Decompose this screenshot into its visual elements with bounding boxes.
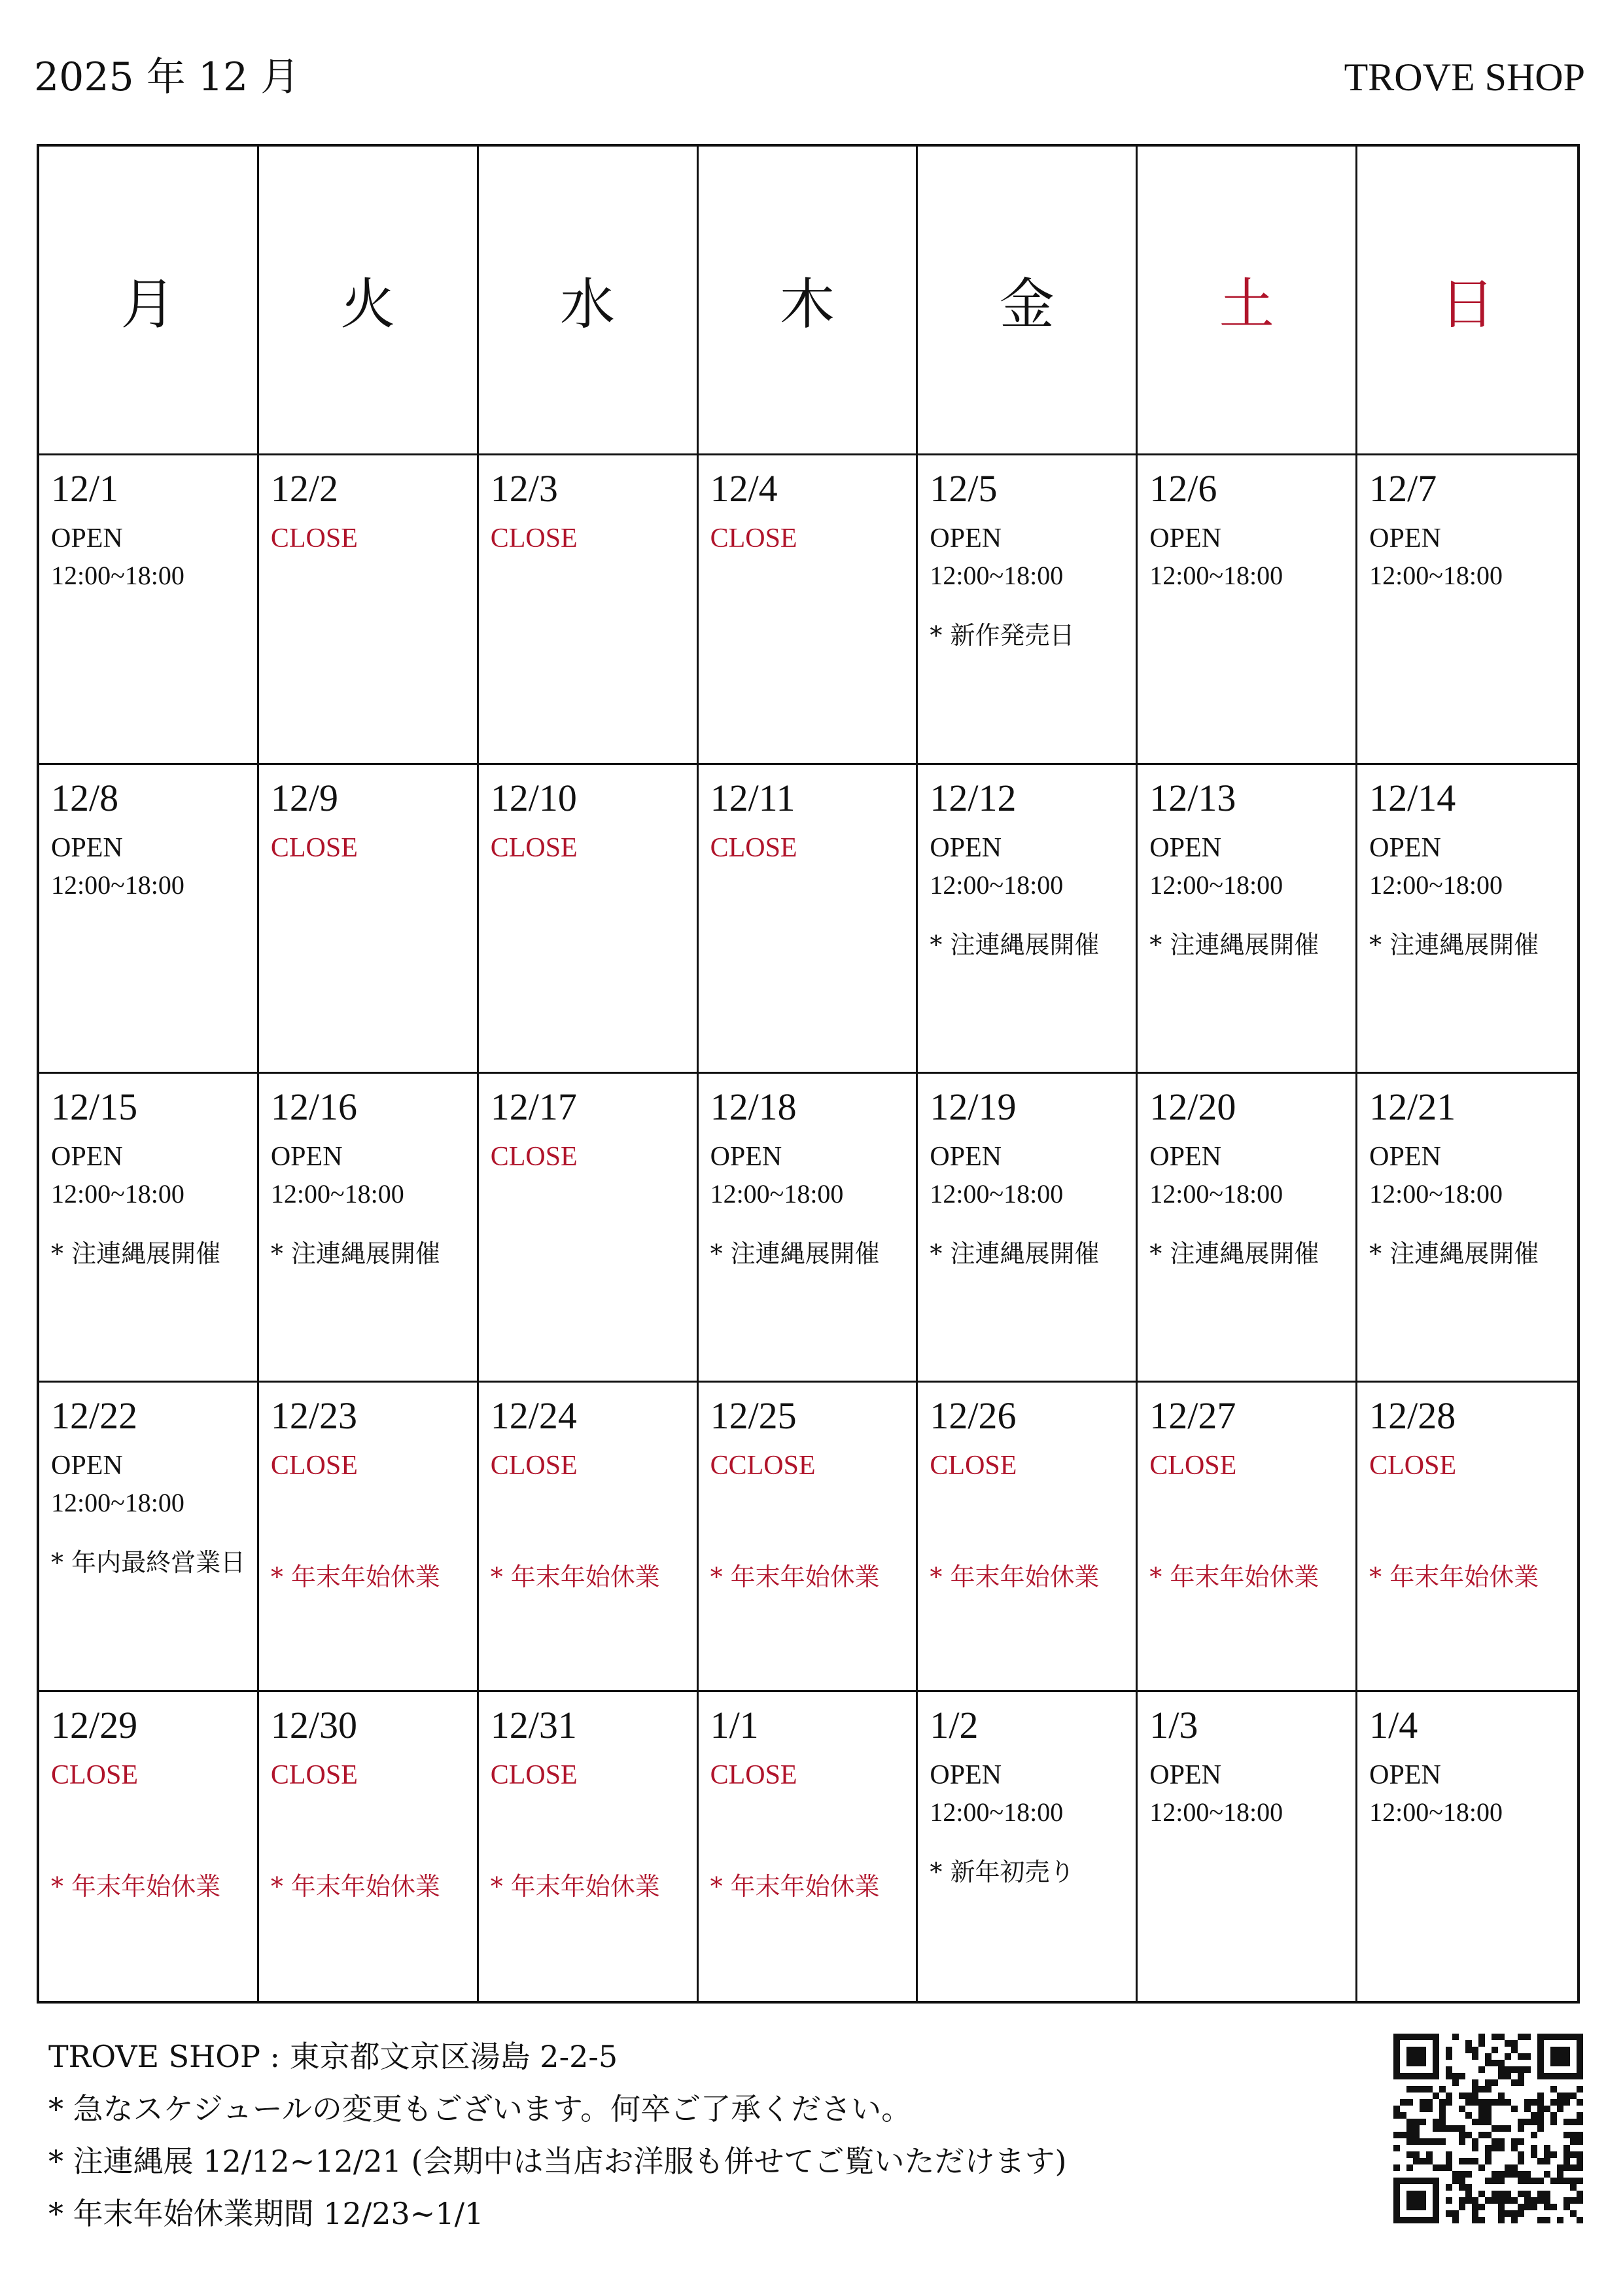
day-cell [39, 1074, 259, 1383]
day-date: 12/26 [930, 1394, 1017, 1438]
footer-note: * 年末年始休業期間 12/23~1/1 [48, 2196, 484, 2231]
day-cell [39, 1692, 259, 2001]
qr-code-icon[interactable] [1393, 2034, 1583, 2223]
day-date: 12/29 [51, 1703, 138, 1746]
day-status: CLOSE [490, 1759, 578, 1790]
day-date: 12/16 [270, 1086, 357, 1128]
footer-info [48, 2041, 1066, 2251]
day-status: OPEN [1149, 1142, 1221, 1172]
day-status: CLOSE [490, 1451, 578, 1481]
shop-address: TROVE SHOP : 東京都文京区湯島 2-2-5 [48, 2039, 618, 2074]
day-note: * 注連縄展開催 [710, 1239, 880, 1268]
day-date: 12/17 [490, 1086, 577, 1128]
day-cell [699, 1074, 918, 1383]
day-cell [1138, 1383, 1357, 1691]
day-hours: 12:00~18:00 [930, 870, 1064, 900]
day-date: 1/2 [930, 1703, 979, 1746]
day-cell [259, 1383, 479, 1691]
day-status: OPEN [51, 1451, 123, 1481]
day-date: 12/19 [930, 1086, 1017, 1128]
day-date: 12/3 [490, 467, 558, 510]
day-date: 12/25 [710, 1394, 797, 1438]
footer-note: * 急なスケジュールの変更もございます。何卒ご了承ください。 [48, 2091, 912, 2127]
day-status: OPEN [1369, 1142, 1441, 1172]
day-note: * 注連縄展開催 [930, 930, 1100, 959]
day-status: CLOSE [490, 523, 578, 554]
weekday-header: 金 [918, 147, 1138, 455]
day-hours: 12:00~18:00 [270, 1179, 404, 1209]
day-status: CLOSE [1369, 1451, 1457, 1481]
day-status: OPEN [1149, 832, 1221, 863]
day-hours: 12:00~18:00 [1149, 870, 1283, 900]
day-status: OPEN [1369, 1759, 1441, 1790]
day-cell [1357, 1383, 1577, 1691]
day-date: 12/10 [490, 776, 577, 819]
day-note: * 年末年始休業 [1369, 1563, 1539, 1592]
day-date: 12/9 [270, 776, 338, 819]
footer-note: * 注連縄展 12/12~12/21 (会期中は当店お洋服も併せてご覧いただけます) [48, 2144, 1067, 2179]
day-note: * 注連縄展開催 [1149, 930, 1319, 959]
day-date: 12/14 [1369, 776, 1456, 819]
day-date: 12/13 [1149, 776, 1236, 819]
day-status: OPEN [1369, 832, 1441, 863]
day-hours: 12:00~18:00 [1149, 1797, 1283, 1827]
day-note: * 年末年始休業 [930, 1563, 1100, 1592]
day-note: * 注連縄展開催 [1149, 1239, 1319, 1268]
shop-name: TROVE SHOP [1344, 56, 1585, 99]
day-status: CLOSE [490, 1142, 578, 1172]
day-cell [918, 1074, 1138, 1383]
day-status: CLOSE [270, 1451, 358, 1481]
day-date: 12/27 [1149, 1394, 1236, 1438]
weekday-header: 月 [39, 147, 259, 455]
day-status: OPEN [1149, 523, 1221, 554]
day-cell [1138, 1692, 1357, 2001]
day-status: CLOSE [710, 832, 797, 863]
day-cell [1357, 765, 1577, 1074]
day-date: 12/18 [710, 1086, 797, 1128]
day-cell [918, 765, 1138, 1074]
day-cell [699, 455, 918, 764]
day-status: OPEN [930, 1142, 1002, 1172]
day-status: CLOSE [270, 832, 358, 863]
day-status: OPEN [930, 832, 1002, 863]
day-status: CLOSE [710, 523, 797, 554]
page-title: 2025 年 12 月 [34, 54, 300, 100]
day-status: CLOSE [710, 1759, 797, 1790]
day-note: * 注連縄展開催 [270, 1239, 440, 1268]
day-cell [479, 1074, 699, 1383]
day-note: * 年末年始休業 [270, 1871, 440, 1901]
day-status: OPEN [1369, 523, 1441, 554]
day-note: * 年末年始休業 [490, 1563, 660, 1592]
day-hours: 12:00~18:00 [51, 870, 184, 900]
day-status: OPEN [51, 832, 123, 863]
day-date: 12/20 [1149, 1086, 1236, 1128]
day-status: CLOSE [930, 1451, 1017, 1481]
day-date: 12/8 [51, 776, 119, 819]
day-note: * 年末年始休業 [710, 1563, 880, 1592]
day-status: OPEN [930, 523, 1002, 554]
day-cell [918, 455, 1138, 764]
day-date: 12/22 [51, 1394, 138, 1438]
day-cell [479, 765, 699, 1074]
day-cell [39, 765, 259, 1074]
day-cell [259, 1074, 479, 1383]
day-cell [1357, 455, 1577, 764]
day-note: * 注連縄展開催 [930, 1239, 1100, 1268]
day-cell [699, 1383, 918, 1691]
day-date: 1/3 [1149, 1703, 1198, 1746]
day-date: 12/5 [930, 467, 998, 510]
day-note: * 注連縄展開催 [1369, 1239, 1539, 1268]
day-note: * 注連縄展開催 [51, 1239, 221, 1268]
day-date: 12/7 [1369, 467, 1437, 510]
day-date: 12/15 [51, 1086, 138, 1128]
day-date: 12/1 [51, 467, 119, 510]
day-cell [918, 1692, 1138, 2001]
day-cell [259, 455, 479, 764]
day-note: * 年末年始休業 [51, 1871, 221, 1901]
day-cell [918, 1383, 1138, 1691]
weekday-header: 日 [1357, 147, 1577, 455]
day-hours: 12:00~18:00 [1369, 1179, 1503, 1209]
day-date: 12/4 [710, 467, 778, 510]
day-hours: 12:00~18:00 [51, 1179, 184, 1209]
day-cell [1357, 1074, 1577, 1383]
day-date: 12/12 [930, 776, 1017, 819]
day-hours: 12:00~18:00 [51, 561, 184, 591]
weekday-header: 水 [479, 147, 699, 455]
day-date: 12/6 [1149, 467, 1217, 510]
day-status: CLOSE [1149, 1451, 1237, 1481]
day-hours: 12:00~18:00 [1369, 561, 1503, 591]
day-hours: 12:00~18:00 [930, 1797, 1064, 1827]
day-status: OPEN [930, 1759, 1002, 1790]
day-cell [699, 765, 918, 1074]
day-status: OPEN [710, 1142, 782, 1172]
day-hours: 12:00~18:00 [1369, 1797, 1503, 1827]
day-status: CLOSE [51, 1759, 139, 1790]
day-hours: 12:00~18:00 [930, 1179, 1064, 1209]
day-status: CLOSE [270, 523, 358, 554]
day-status: OPEN [270, 1142, 343, 1172]
day-cell [259, 1692, 479, 2001]
day-note: * 注連縄展開催 [1369, 930, 1539, 959]
day-cell [1138, 765, 1357, 1074]
day-cell [479, 1383, 699, 1691]
day-date: 12/24 [490, 1394, 577, 1438]
day-cell [39, 1383, 259, 1691]
day-note: * 新作発売日 [930, 621, 1075, 650]
day-date: 12/2 [270, 467, 338, 510]
day-status: CCLOSE [710, 1451, 816, 1481]
day-date: 12/28 [1369, 1394, 1456, 1438]
day-date: 1/4 [1369, 1703, 1418, 1746]
day-note: * 年末年始休業 [1149, 1563, 1319, 1592]
day-note: * 年末年始休業 [710, 1871, 880, 1901]
day-date: 12/21 [1369, 1086, 1456, 1128]
day-status: OPEN [1149, 1759, 1221, 1790]
day-hours: 12:00~18:00 [710, 1179, 844, 1209]
day-hours: 12:00~18:00 [1149, 561, 1283, 591]
day-note: * 年末年始休業 [270, 1563, 440, 1592]
day-cell [39, 455, 259, 764]
day-status: OPEN [51, 1142, 123, 1172]
day-hours: 12:00~18:00 [930, 561, 1064, 591]
day-note: * 年末年始休業 [490, 1871, 660, 1901]
day-cell [479, 1692, 699, 2001]
day-hours: 12:00~18:00 [1149, 1179, 1283, 1209]
day-cell [1138, 455, 1357, 764]
day-hours: 12:00~18:00 [1369, 870, 1503, 900]
day-note: * 年内最終営業日 [51, 1548, 246, 1578]
day-status: CLOSE [490, 832, 578, 863]
day-date: 12/31 [490, 1703, 577, 1746]
day-date: 12/23 [270, 1394, 357, 1438]
weekday-header: 火 [259, 147, 479, 455]
calendar-grid [37, 144, 1580, 2004]
day-cell [479, 455, 699, 764]
weekday-header: 木 [699, 147, 918, 455]
weekday-header: 土 [1138, 147, 1357, 455]
day-cell [699, 1692, 918, 2001]
day-cell [1138, 1074, 1357, 1383]
day-cell [1357, 1692, 1577, 2001]
day-date: 1/1 [710, 1703, 759, 1746]
day-cell [259, 765, 479, 1074]
day-status: OPEN [51, 523, 123, 554]
day-date: 12/11 [710, 776, 795, 819]
day-hours: 12:00~18:00 [51, 1488, 184, 1518]
day-note: * 新年初売り [930, 1857, 1075, 1886]
day-status: CLOSE [270, 1759, 358, 1790]
day-date: 12/30 [270, 1703, 357, 1746]
